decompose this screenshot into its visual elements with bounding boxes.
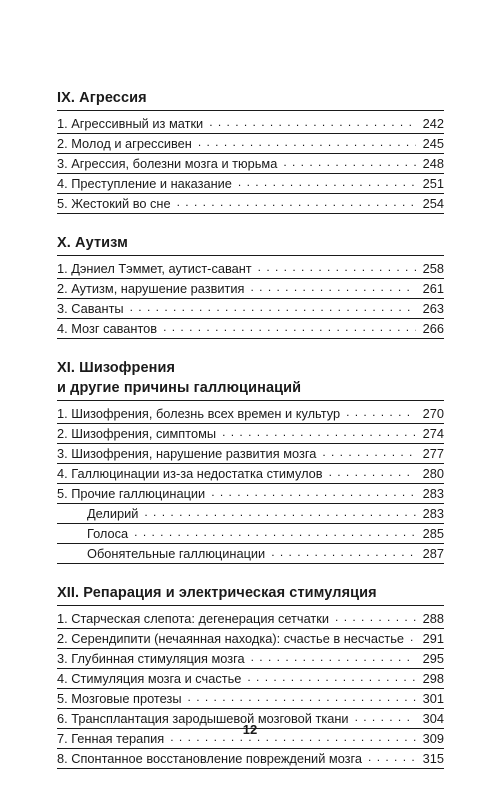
toc-entry (57, 649, 444, 669)
toc-entry-label: 1. Агрессивный из матки (57, 116, 204, 131)
toc-entry (57, 134, 444, 154)
toc-entry-label: 1. Дэниел Тэммет, аутист-савант (57, 261, 252, 276)
toc-entry-page: 266 (422, 321, 444, 336)
toc-entry-page: 280 (422, 466, 444, 481)
toc-entry-page: 258 (422, 261, 444, 276)
toc-entry-label: 5. Мозговые протезы (57, 691, 182, 706)
dot-leader (177, 194, 416, 208)
toc-entry-page: 245 (422, 136, 444, 151)
toc-subentry (57, 524, 444, 544)
toc-entry (57, 424, 444, 444)
dot-leader (211, 484, 416, 498)
chapter-x (57, 233, 444, 339)
dot-leader (346, 404, 416, 418)
dot-leader (198, 134, 416, 148)
toc-entry (57, 609, 444, 629)
toc-entry-label: 1. Шизофрения, болезнь всех времен и культур (57, 406, 341, 421)
dot-leader (250, 279, 416, 293)
chapter-title-line: XII. Репарация и электрическая стимуляция (57, 585, 377, 601)
toc-entry-page: 270 (422, 406, 444, 421)
toc-entry-label: 4. Преступление и наказание (57, 176, 232, 191)
dot-leader (130, 299, 416, 313)
dot-leader (134, 524, 416, 538)
toc-entry-page: 295 (422, 651, 444, 666)
dot-leader (222, 424, 416, 438)
toc-entry (57, 279, 444, 299)
chapter-title-line: и другие причины галлюцинаций (57, 380, 302, 396)
toc-entry-label: Голоса (87, 526, 129, 541)
toc-entry-page: 248 (422, 156, 444, 171)
toc-entry-page: 274 (422, 426, 444, 441)
dot-leader (410, 629, 416, 643)
toc-entry-page: 283 (422, 486, 444, 501)
toc-entry (57, 404, 444, 424)
toc-entry (57, 114, 444, 134)
toc-entry-label: 2. Шизофрения, симптомы (57, 426, 217, 441)
chapter-title (57, 358, 444, 401)
dot-leader (271, 544, 416, 558)
toc-entry-page: 287 (422, 546, 444, 561)
chapter-title (57, 233, 444, 256)
dot-leader (258, 259, 416, 273)
dot-leader (335, 609, 416, 623)
toc-entry-label: 2. Аутизм, нарушение развития (57, 281, 245, 296)
toc-entry-label: 2. Молод и агрессивен (57, 136, 192, 151)
toc-entry-label: 5. Прочие галлюцинации (57, 486, 206, 501)
toc-entry-label: 1. Старческая слепота: дегенерация сетчатки (57, 611, 330, 626)
toc-subentry (57, 504, 444, 524)
toc-entry-page: 277 (422, 446, 444, 461)
dot-leader (163, 319, 416, 333)
dot-leader (368, 749, 416, 763)
chapter-ix (57, 88, 444, 214)
toc-entry (57, 464, 444, 484)
toc-entry-label: 7. Генная терапия (57, 731, 165, 746)
toc-entry-page: 251 (422, 176, 444, 191)
toc-entry-page: 298 (422, 671, 444, 686)
toc-entry (57, 194, 444, 214)
dot-leader (283, 154, 416, 168)
toc-entry-page: 301 (422, 691, 444, 706)
toc-entry (57, 299, 444, 319)
chapter-title-line: XI. Шизофрения (57, 360, 176, 376)
dot-leader (322, 444, 416, 458)
dot-leader (209, 114, 416, 128)
toc-entry-label: 4. Мозг савантов (57, 321, 158, 336)
toc-entry-label: 3. Глубинная стимуляция мозга (57, 651, 245, 666)
dot-leader (144, 504, 416, 518)
chapter-title-line: IX. Агрессия (57, 90, 147, 106)
page-number: 12 (242, 722, 258, 737)
toc-entry-page: 291 (422, 631, 444, 646)
chapter-xii (57, 583, 444, 769)
toc-entry-page: 304 (422, 711, 444, 726)
dot-leader (238, 174, 416, 188)
toc-entry-label: 3. Саванты (57, 301, 124, 316)
toc-entry (57, 689, 444, 709)
toc-entry-label: 4. Стимуляция мозга и счастье (57, 671, 242, 686)
toc-entry-page: 309 (422, 731, 444, 746)
toc-entry-label: 4. Галлюцинации из-за недостатка стимулов (57, 466, 323, 481)
toc-entry-label: 3. Агрессия, болезни мозга и тюрьма (57, 156, 278, 171)
dot-leader (188, 689, 416, 703)
chapter-title (57, 583, 444, 606)
toc-entry (57, 484, 444, 504)
toc-entry-label: 3. Шизофрения, нарушение развития мозга (57, 446, 317, 461)
toc-entry (57, 669, 444, 689)
toc-entry-page: 283 (422, 506, 444, 521)
dot-leader (247, 669, 416, 683)
toc-entry-page: 242 (422, 116, 444, 131)
toc-entry (57, 629, 444, 649)
toc-entry (57, 444, 444, 464)
toc-entry-label: 5. Жестокий во сне (57, 196, 171, 211)
dot-leader (329, 464, 416, 478)
toc-entry-label: Обонятельные галлюцинации (87, 546, 266, 561)
toc-entry-page: 285 (422, 526, 444, 541)
toc-entry-page: 261 (422, 281, 444, 296)
toc-entry-label: Делирий (87, 506, 139, 521)
table-of-contents (57, 88, 444, 788)
toc-entry (57, 749, 444, 769)
toc-entry (57, 259, 444, 279)
toc-entry-page: 263 (422, 301, 444, 316)
toc-entry (57, 154, 444, 174)
chapter-xi (57, 358, 444, 564)
dot-leader (251, 649, 416, 663)
toc-entry (57, 174, 444, 194)
chapter-title (57, 88, 444, 111)
chapter-title-line: X. Аутизм (57, 235, 128, 251)
dot-leader (355, 709, 416, 723)
toc-entry-page: 315 (422, 751, 444, 766)
toc-entry-label: 8. Спонтанное восстановление повреждений мозга (57, 751, 363, 766)
toc-entry-label: 2. Серендипити (нечаянная находка): счастье в несчастье (57, 631, 404, 646)
toc-entry-page: 288 (422, 611, 444, 626)
toc-entry (57, 319, 444, 339)
toc-entry-page: 254 (422, 196, 444, 211)
toc-subentry (57, 544, 444, 564)
toc-entry-label: 6. Трансплантация зародышевой мозговой ткани (57, 711, 349, 726)
